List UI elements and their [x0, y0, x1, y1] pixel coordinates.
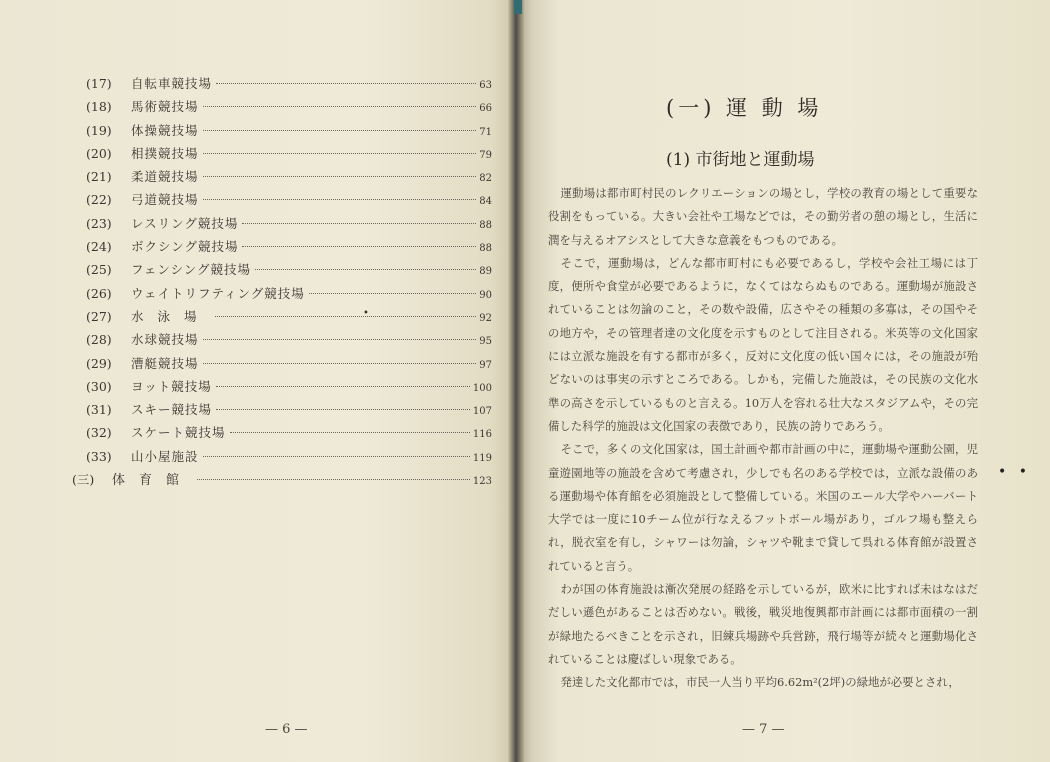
section-title: (1) 市街地と運動場 — [666, 150, 815, 170]
toc-entry-title: ウェイトリフティング競技場 — [131, 285, 305, 301]
toc-entry-page: 97 — [479, 359, 492, 371]
toc-entry-title: 漕艇競技場 — [131, 355, 199, 371]
toc-entry-number: (31) — [86, 402, 112, 418]
toc-entry-number: (17) — [86, 76, 112, 91]
toc-entry — [72, 119, 492, 142]
book-gutter — [508, 0, 524, 762]
toc-entry-title: レスリング競技場 — [131, 215, 239, 231]
paragraph: そこで，多くの文化国家は，国土計画や都市計画の中に，運動場や運動公園，児童遊園地等の施設を含めて考慮され，少しでも名のある学校では，立派な設備のある運動場や体育館を必須施設として整備している。米国のエール大学やハーバート大学では一度に10チーム位が行なえるフットボール場があり，ゴルフ場も整えられ，脱衣室を有し，シャワーは勿論，シャツや靴まで貸して呉れる体育館が設置されていると言う。 — [548, 442, 978, 573]
dot-leader — [242, 246, 476, 247]
toc-entry — [72, 328, 492, 351]
toc-entry-page: 71 — [479, 126, 492, 138]
toc-entry — [72, 468, 492, 491]
toc-entry-page: 88 — [479, 219, 492, 231]
toc-entry-number: (21) — [86, 169, 112, 185]
left-page — [0, 0, 516, 762]
toc-entry-page: 100 — [472, 382, 492, 394]
toc-entry-page: 95 — [479, 336, 492, 348]
toc-entry — [72, 352, 492, 375]
toc-entry-title: ヨット競技場 — [131, 378, 212, 394]
dot-leader — [203, 199, 477, 200]
toc-entry-title: 自転車競技場 — [131, 76, 213, 91]
toc-entry — [72, 445, 492, 468]
ink-speck: • — [363, 308, 369, 319]
toc-entry-page: 123 — [472, 476, 492, 488]
dot-leader — [215, 316, 477, 317]
toc-entry-page: 92 — [479, 312, 492, 324]
toc-entry — [72, 95, 492, 118]
toc-entry — [72, 282, 492, 305]
toc-entry-title: 水泳場 — [131, 308, 211, 324]
toc-entry-page: 119 — [472, 452, 492, 464]
toc-entry-title: フェンシング競技場 — [131, 262, 252, 278]
toc-entry-number: (32) — [86, 425, 112, 441]
toc-entry-page: 66 — [479, 103, 492, 115]
dot-leader — [197, 479, 470, 480]
toc-entry — [72, 375, 492, 398]
toc-entry-number: (28) — [86, 332, 112, 348]
dot-leader — [216, 409, 470, 410]
dot-leader — [230, 432, 470, 433]
dot-leader — [203, 106, 477, 107]
body-text — [548, 182, 978, 695]
dot-leader — [203, 363, 477, 364]
toc-entry-number: (三) — [72, 472, 95, 488]
toc-entry-number: (22) — [86, 192, 112, 208]
margin-marks: • • — [998, 464, 1031, 480]
toc-entry — [72, 72, 492, 95]
toc-entry-page: 107 — [472, 406, 492, 418]
page-number-right: — 7 — — [742, 722, 785, 737]
toc-entry-page: 116 — [472, 429, 492, 441]
toc-entry — [72, 165, 492, 188]
dot-leader — [203, 176, 477, 177]
toc-entry-page: 82 — [479, 173, 492, 185]
toc-entry-page: 63 — [479, 80, 492, 91]
paragraph: 運動場は都市町村民のレクリエーションの場とし，学校の教育の場として重要な役割をもっている。大きい会社や工場などでは，その勤労者の憩の場とし，生活に潤を与えるオアシスとして大きな意義をもつものである。 — [548, 186, 978, 247]
toc-entry-number: (23) — [86, 215, 112, 231]
toc-entry-page: 79 — [479, 149, 492, 161]
paragraph: わが国の体育施設は漸次発展の経路を示しているが，欧米に比すれば未はなはだだしい遜色があることは否めない。戦後，戦災地復興都市計画には都市面積の一割が緑地たるべきことを示され，旧練兵場跡や兵営跡，飛行場等が続々と運動場化されていることは慶ばしい現象である。 — [548, 582, 978, 666]
paragraph: 発達した文化都市では，市民一人当り平均6.62m²(2坪)の緑地が必要とされ， — [560, 675, 960, 690]
chapter-title: (一) 運 動 場 — [666, 96, 823, 120]
dot-leader — [216, 386, 470, 387]
toc-entry — [72, 258, 492, 281]
toc-entry-number: (18) — [86, 99, 112, 115]
toc-entry-title: 馬術競技場 — [131, 99, 199, 115]
toc-entry-number: (20) — [86, 145, 112, 161]
toc-entry — [72, 235, 492, 258]
right-page — [516, 0, 1050, 762]
page-number-left: — 6 — — [265, 722, 308, 737]
toc-entry-title: 弓道競技場 — [131, 192, 199, 208]
toc-entry-page: 90 — [479, 289, 492, 301]
bookmark-ribbon — [514, 0, 522, 14]
toc-entry-title: 山小屋施設 — [131, 448, 199, 464]
toc-entry — [72, 421, 492, 444]
toc-entry-number: (33) — [86, 448, 112, 464]
toc-entry-number: (19) — [86, 122, 112, 138]
toc-entry — [72, 142, 492, 165]
toc-entry — [72, 188, 492, 211]
toc-entry-title: ボクシング競技場 — [131, 239, 239, 255]
toc-entry-number: (25) — [86, 262, 112, 278]
toc-entry — [72, 212, 492, 235]
toc-entry-page: 84 — [479, 196, 492, 208]
paragraph: そこで，運動場は，どんな都市町村にも必要であるし，学校や会社工場には丁度，便所や食堂が必要であるように，なくてはならぬものである。運動場が施設されていることは勿論のこと，その数や設備，広さやその種類の多寡は，その国やその地方や，その管理者達の文化度を示すものとして注目される。米英等の文化国家には立派な施設を有する都市が多く，反対に文化度の低い国々には，その施設が殆どないのは事実の示すところである。しかも，完備した施設は，その民族の文化水準の高さを示しているものと言える。10万人を容れる壮大なスタジアムや，その完備した科学的施設は文化国家の表徴であり，民族の誇りであろう。 — [548, 255, 978, 433]
toc-entry-number: (27) — [86, 308, 112, 324]
dot-leader — [216, 83, 476, 84]
toc-entry-page: 88 — [479, 243, 492, 255]
dot-leader — [203, 130, 477, 131]
toc-entry — [72, 398, 492, 421]
table-of-contents — [72, 72, 492, 491]
toc-entry-number: (30) — [86, 378, 112, 394]
dot-leader — [203, 339, 477, 340]
toc-entry-number: (24) — [86, 239, 112, 255]
toc-entry-title: スキー競技場 — [131, 402, 213, 418]
toc-entry-page: 89 — [479, 266, 492, 278]
dot-leader — [255, 269, 476, 270]
dot-leader — [242, 223, 476, 224]
toc-entry-title: 相撲競技場 — [131, 145, 199, 161]
toc-entry-title: 水球競技場 — [131, 332, 199, 348]
toc-entry-title: 柔道競技場 — [131, 169, 199, 185]
toc-entry-number: (29) — [86, 355, 112, 371]
toc-entry-title: 体育館 — [112, 473, 194, 489]
toc-entry-title: スケート競技場 — [131, 425, 226, 441]
toc-entry — [72, 305, 492, 328]
toc-entry-number: (26) — [86, 285, 112, 301]
dot-leader — [203, 153, 477, 154]
dot-leader — [309, 293, 477, 294]
dot-leader — [203, 456, 470, 457]
toc-entry-title: 体操競技場 — [131, 122, 199, 138]
